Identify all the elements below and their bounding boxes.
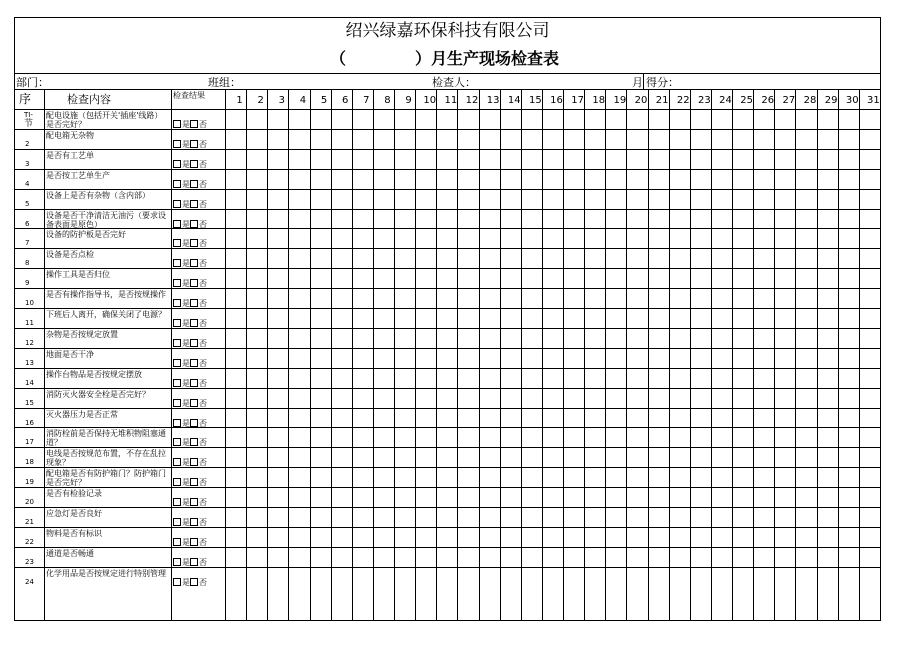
inspection-item: 操作工具是否归位 bbox=[46, 270, 110, 280]
no-label: 否 bbox=[199, 498, 207, 508]
day-header-22: 22 bbox=[676, 95, 690, 106]
no-checkbox[interactable] bbox=[190, 578, 198, 586]
day-header-10: 10 bbox=[423, 95, 437, 106]
seq-number: 18 bbox=[25, 458, 34, 467]
yes-label: 是 bbox=[182, 378, 190, 388]
yes-label: 是 bbox=[182, 478, 190, 488]
no-checkbox[interactable] bbox=[190, 279, 198, 287]
no-label: 否 bbox=[199, 139, 207, 149]
divider bbox=[15, 268, 880, 269]
no-checkbox[interactable] bbox=[190, 419, 198, 427]
result-checkboxes bbox=[173, 578, 207, 587]
result-checkboxes bbox=[173, 518, 207, 527]
no-label: 否 bbox=[199, 537, 207, 547]
no-label: 否 bbox=[199, 199, 207, 209]
day-header-26: 26 bbox=[761, 95, 775, 106]
yes-label: 是 bbox=[182, 259, 190, 269]
seq-number: 20 bbox=[25, 498, 34, 507]
inspection-item: 地面是否干净 bbox=[46, 349, 94, 359]
day-header-14: 14 bbox=[507, 95, 521, 106]
yes-label: 是 bbox=[182, 537, 190, 547]
yes-checkbox[interactable] bbox=[173, 538, 181, 546]
inspection-item: 操作台物品是否按规定摆放 bbox=[46, 369, 142, 379]
seq-number: 节 bbox=[24, 119, 34, 129]
seq-number: 13 bbox=[25, 358, 34, 367]
seq-number: 6 bbox=[25, 219, 30, 228]
no-label: 否 bbox=[199, 319, 207, 328]
seq-number: 10 bbox=[25, 299, 34, 308]
no-label: 否 bbox=[199, 557, 207, 567]
inspection-item: 化学用品是否按规定进行特别管理 bbox=[46, 568, 166, 578]
result-checkboxes bbox=[173, 438, 207, 447]
day-header-27: 27 bbox=[782, 95, 796, 106]
inspection-item: 杂物是否按规定放置 bbox=[46, 329, 118, 339]
day-header-5: 5 bbox=[320, 95, 328, 106]
yes-label: 是 bbox=[182, 358, 190, 368]
no-label: 否 bbox=[199, 120, 207, 129]
yes-checkbox[interactable] bbox=[173, 319, 181, 327]
no-checkbox[interactable] bbox=[190, 558, 198, 566]
day-header-31: 31 bbox=[867, 95, 880, 106]
yes-label: 是 bbox=[182, 418, 190, 428]
yes-label: 是 bbox=[182, 398, 190, 408]
yes-checkbox[interactable] bbox=[173, 160, 181, 168]
result-checkboxes bbox=[173, 239, 207, 248]
form-title: ）月生产现场检查表 bbox=[415, 49, 560, 68]
yes-checkbox[interactable] bbox=[173, 200, 181, 208]
result-checkboxes bbox=[173, 140, 207, 149]
seq-number: TI- bbox=[24, 111, 33, 119]
no-checkbox[interactable] bbox=[190, 180, 198, 188]
inspection-item: 配电设施（包括开关'插座'线路）是否完好？ bbox=[46, 111, 163, 129]
no-checkbox[interactable] bbox=[190, 498, 198, 506]
no-label: 否 bbox=[199, 179, 207, 189]
yes-checkbox[interactable] bbox=[173, 140, 181, 148]
seq-number: 2 bbox=[25, 139, 30, 148]
yes-label: 是 bbox=[182, 179, 190, 189]
inspection-item: 配电箱是否有防护箱门？防护箱门是否完好？ bbox=[46, 469, 166, 488]
yes-checkbox[interactable] bbox=[173, 438, 181, 446]
day-header-12: 12 bbox=[465, 95, 479, 106]
yes-checkbox[interactable] bbox=[173, 399, 181, 407]
no-checkbox[interactable] bbox=[190, 538, 198, 546]
no-label: 否 bbox=[199, 577, 207, 587]
divider bbox=[15, 109, 880, 110]
seq-number: 5 bbox=[25, 199, 30, 208]
divider bbox=[15, 427, 880, 428]
seq-number: 12 bbox=[25, 338, 34, 347]
inspection-item: 电线是否按规范布置，不存在乱拉现象？ bbox=[46, 449, 166, 468]
day-header-24: 24 bbox=[719, 95, 732, 106]
yes-label: 是 bbox=[182, 239, 190, 249]
inspection-item: 物料是否有标识 bbox=[46, 528, 102, 538]
yes-checkbox[interactable] bbox=[173, 180, 181, 188]
no-checkbox[interactable] bbox=[190, 319, 198, 327]
yes-label: 是 bbox=[182, 518, 190, 527]
yes-checkbox[interactable] bbox=[173, 220, 181, 228]
seq-number: 7 bbox=[25, 239, 30, 248]
day-header-28: 28 bbox=[803, 95, 817, 106]
inspection-item: 设备的防护板是否完好 bbox=[46, 230, 126, 240]
day-header-4: 4 bbox=[299, 95, 307, 106]
result-checkboxes bbox=[173, 498, 207, 507]
seq-number: 15 bbox=[25, 398, 34, 407]
inspection-item: 设备是否干净清洁无油污（要求设备表面是原色） bbox=[46, 210, 166, 229]
day-header-13: 13 bbox=[486, 95, 500, 106]
inspection-item: 设备上是否有杂物（含内部） bbox=[46, 190, 150, 200]
result-checkboxes bbox=[173, 359, 207, 368]
inspection-item: 消防栓前是否保持无堆积物阻塞通道？ bbox=[46, 429, 166, 448]
day-header-2: 2 bbox=[257, 95, 264, 106]
seq-number: 16 bbox=[25, 418, 34, 427]
divider bbox=[15, 89, 880, 90]
result-checkboxes bbox=[173, 339, 207, 348]
no-label: 否 bbox=[199, 219, 207, 229]
yes-label: 是 bbox=[182, 338, 190, 348]
yes-label: 是 bbox=[182, 199, 190, 209]
seq-number: 22 bbox=[25, 537, 34, 546]
day-header-3: 3 bbox=[278, 95, 285, 106]
yes-checkbox[interactable] bbox=[173, 478, 181, 486]
form-title-left-paren: （ bbox=[330, 49, 347, 68]
yes-checkbox[interactable] bbox=[173, 419, 181, 427]
seq-number: 3 bbox=[25, 159, 30, 168]
no-checkbox[interactable] bbox=[190, 220, 198, 228]
day-header-18: 18 bbox=[592, 95, 606, 106]
seq-number: 8 bbox=[25, 259, 30, 268]
no-label: 否 bbox=[199, 378, 207, 388]
result-checkboxes bbox=[173, 160, 207, 169]
inspection-sheet bbox=[14, 17, 881, 621]
inspection-item: 是否按工艺单生产 bbox=[46, 170, 110, 180]
day-header-30: 30 bbox=[845, 95, 859, 106]
no-checkbox[interactable] bbox=[190, 160, 198, 168]
seq-number: 24 bbox=[25, 577, 34, 586]
day-header-9: 9 bbox=[405, 95, 412, 106]
yes-checkbox[interactable] bbox=[173, 518, 181, 526]
no-checkbox[interactable] bbox=[190, 299, 198, 307]
no-checkbox[interactable] bbox=[190, 518, 198, 526]
divider bbox=[15, 328, 880, 329]
result-checkboxes bbox=[173, 220, 207, 229]
divider bbox=[15, 73, 880, 74]
yes-checkbox[interactable] bbox=[173, 279, 181, 287]
yes-label: 是 bbox=[182, 299, 190, 309]
no-label: 否 bbox=[199, 458, 207, 468]
inspection-item: 设备是否点检 bbox=[46, 250, 94, 260]
yes-checkbox[interactable] bbox=[173, 558, 181, 566]
divider bbox=[15, 129, 880, 130]
result-checkboxes bbox=[173, 180, 207, 189]
day-header-20: 20 bbox=[634, 95, 648, 106]
yes-checkbox[interactable] bbox=[173, 239, 181, 247]
no-checkbox[interactable] bbox=[190, 379, 198, 387]
no-checkbox[interactable] bbox=[190, 399, 198, 407]
day-header-21: 21 bbox=[655, 95, 669, 106]
yes-label: 是 bbox=[182, 438, 190, 448]
result-checkboxes bbox=[173, 319, 207, 328]
result-checkboxes bbox=[173, 259, 207, 268]
no-label: 否 bbox=[199, 239, 207, 249]
team-label: 班组： bbox=[208, 76, 241, 89]
yes-checkbox[interactable] bbox=[173, 578, 181, 586]
no-label: 否 bbox=[199, 518, 207, 527]
no-label: 否 bbox=[199, 358, 207, 368]
inspection-item: 是否有工艺单 bbox=[46, 150, 94, 160]
result-checkboxes bbox=[173, 200, 207, 209]
result-checkboxes bbox=[173, 478, 207, 487]
day-header-17: 17 bbox=[571, 95, 584, 106]
yes-label: 是 bbox=[182, 577, 190, 587]
yes-label: 是 bbox=[182, 279, 190, 289]
day-header-25: 25 bbox=[740, 95, 754, 106]
yes-label: 是 bbox=[182, 219, 190, 229]
no-label: 否 bbox=[199, 299, 207, 309]
day-header-1: 1 bbox=[236, 95, 243, 106]
no-checkbox[interactable] bbox=[190, 140, 198, 148]
seq-number: 9 bbox=[25, 279, 30, 288]
day-header-29: 29 bbox=[824, 95, 838, 106]
score-label: 得分： bbox=[646, 76, 679, 89]
no-checkbox[interactable] bbox=[190, 478, 198, 486]
day-header-19: 19 bbox=[613, 95, 627, 106]
yes-label: 是 bbox=[182, 159, 190, 169]
no-label: 否 bbox=[199, 478, 207, 488]
result-checkboxes bbox=[173, 419, 207, 428]
day-header-15: 15 bbox=[528, 95, 542, 106]
seq-number: 17 bbox=[25, 438, 34, 447]
divider bbox=[15, 507, 880, 508]
no-checkbox[interactable] bbox=[190, 200, 198, 208]
result-checkboxes bbox=[173, 458, 207, 467]
divider bbox=[643, 73, 644, 89]
no-label: 否 bbox=[199, 259, 207, 269]
day-header-7: 7 bbox=[363, 95, 370, 106]
no-label: 否 bbox=[199, 338, 207, 348]
yes-label: 是 bbox=[182, 498, 190, 508]
seq-number: 11 bbox=[25, 319, 34, 327]
result-checkboxes bbox=[173, 379, 207, 388]
seq-number: 14 bbox=[25, 378, 34, 387]
no-checkbox[interactable] bbox=[190, 458, 198, 466]
yes-checkbox[interactable] bbox=[173, 359, 181, 367]
no-label: 否 bbox=[199, 418, 207, 428]
day-header-16: 16 bbox=[550, 95, 563, 106]
yes-label: 是 bbox=[182, 557, 190, 567]
result-checkboxes bbox=[173, 279, 207, 288]
no-label: 否 bbox=[199, 398, 207, 408]
day-header-6: 6 bbox=[342, 95, 349, 106]
yes-label: 是 bbox=[182, 458, 190, 468]
no-checkbox[interactable] bbox=[190, 239, 198, 247]
yes-checkbox[interactable] bbox=[173, 458, 181, 466]
day-header-23: 23 bbox=[698, 95, 711, 106]
seq-number: 19 bbox=[25, 478, 34, 487]
result-checkboxes bbox=[173, 558, 207, 567]
seq-number: 21 bbox=[25, 518, 34, 526]
inspection-item: 是否有检验记录 bbox=[46, 489, 102, 499]
seq-number: 23 bbox=[25, 557, 34, 566]
no-checkbox[interactable] bbox=[190, 259, 198, 267]
no-checkbox[interactable] bbox=[190, 339, 198, 347]
department-label: 部门： bbox=[16, 76, 49, 89]
no-label: 否 bbox=[199, 438, 207, 448]
yes-checkbox[interactable] bbox=[173, 299, 181, 307]
day-header-11: 11 bbox=[444, 95, 458, 106]
no-label: 否 bbox=[199, 159, 207, 169]
divider bbox=[15, 527, 880, 528]
inspector-label: 检查人： bbox=[432, 76, 476, 89]
divider bbox=[15, 248, 880, 249]
result-checkboxes bbox=[173, 399, 207, 408]
no-checkbox[interactable] bbox=[190, 359, 198, 367]
inspection-item: 消防灭火器安全栓是否完好？ bbox=[46, 389, 150, 399]
yes-checkbox[interactable] bbox=[173, 259, 181, 267]
yes-checkbox[interactable] bbox=[173, 120, 181, 128]
result-header: 检查结果 bbox=[173, 91, 205, 100]
result-checkboxes bbox=[173, 299, 207, 308]
result-checkboxes bbox=[173, 538, 207, 547]
inspection-item: 是否有操作指导书，是否按规操作 bbox=[46, 290, 166, 300]
yes-checkbox[interactable] bbox=[173, 379, 181, 387]
seq-header: 序 bbox=[19, 92, 32, 106]
inspection-item: 配电箱无杂物 bbox=[46, 130, 94, 140]
divider bbox=[15, 308, 880, 309]
inspection-item: 灭火器压力是否正常 bbox=[46, 409, 118, 419]
seq-number: 4 bbox=[25, 179, 30, 188]
yes-checkbox[interactable] bbox=[173, 339, 181, 347]
yes-label: 是 bbox=[182, 319, 190, 328]
no-label: 否 bbox=[199, 279, 207, 289]
yes-label: 是 bbox=[182, 139, 190, 149]
inspection-item: 应急灯是否良好 bbox=[46, 509, 102, 518]
result-checkboxes bbox=[173, 120, 207, 129]
inspection-item: 下班后人离开，确保关闭了电源？ bbox=[46, 310, 166, 319]
no-checkbox[interactable] bbox=[190, 120, 198, 128]
yes-checkbox[interactable] bbox=[173, 498, 181, 506]
content-header: 检查内容 bbox=[67, 93, 111, 106]
divider bbox=[15, 288, 880, 289]
no-checkbox[interactable] bbox=[190, 438, 198, 446]
yes-label: 是 bbox=[182, 120, 190, 129]
month-label: 月 bbox=[632, 76, 643, 89]
company-title: 绍兴绿嘉环保科技有限公司 bbox=[345, 21, 550, 41]
inspection-item: 通道是否畅通 bbox=[46, 548, 94, 558]
day-header-8: 8 bbox=[384, 95, 391, 106]
